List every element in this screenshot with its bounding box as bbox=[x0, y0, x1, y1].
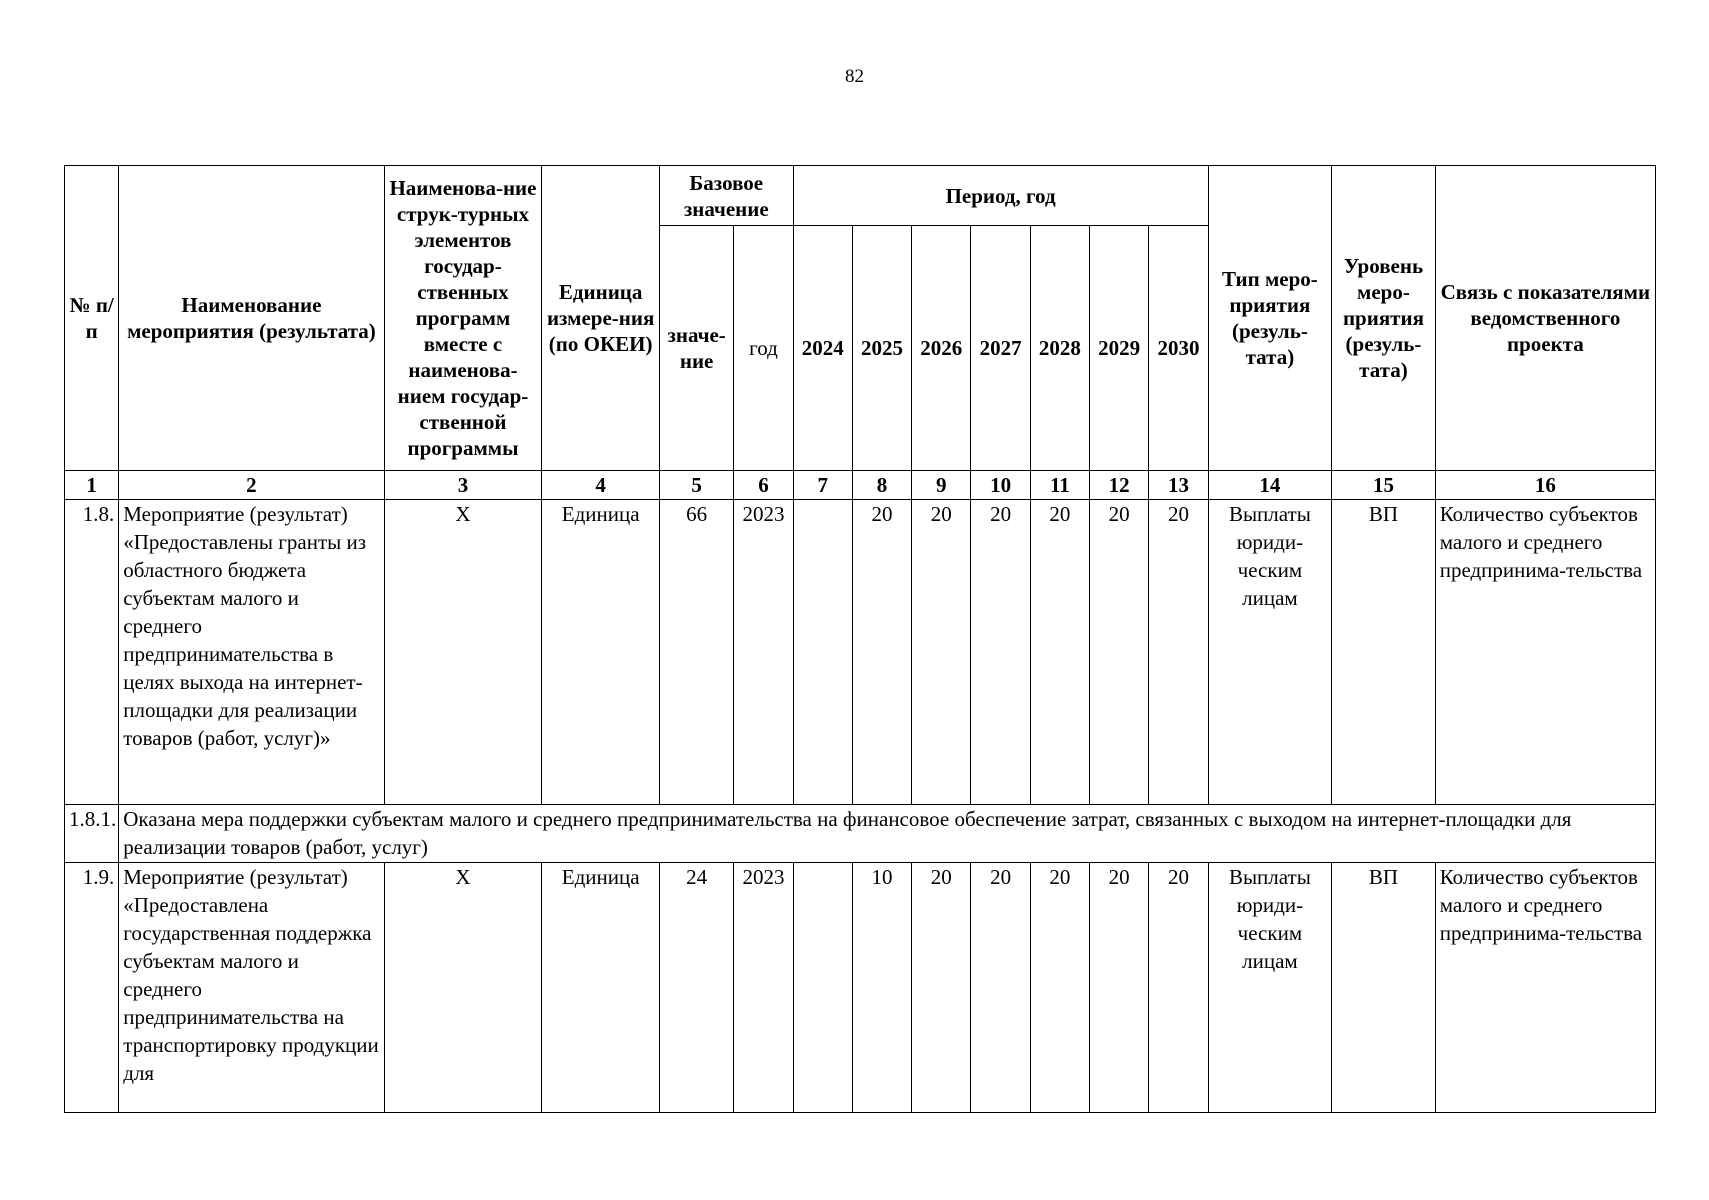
activity-name: Мероприятие (результат) «Предоставлены гранты из областного бюджета субъектам малого и среднего предпринимательства в целях выхода на интернет-площадки для реализации товаров (работ, услуг)» bbox=[119, 500, 384, 805]
header-year-2030: 2030 bbox=[1149, 226, 1208, 471]
table-row bbox=[65, 805, 1656, 863]
value-2030: 20 bbox=[1149, 500, 1208, 805]
header-structural-elements: Наименова-ние струк-турных элементов государ-ственных программ вместе с наименова-нием государ-ственной программы bbox=[384, 166, 542, 471]
value-2026: 20 bbox=[912, 863, 971, 1113]
project-link: Количество субъектов малого и среднего предпринима-тельства bbox=[1435, 863, 1655, 1113]
column-number: 9 bbox=[912, 471, 971, 500]
column-number: 4 bbox=[542, 471, 660, 500]
unit: Единица bbox=[542, 863, 660, 1113]
column-number: 11 bbox=[1030, 471, 1089, 500]
activity-level: ВП bbox=[1332, 500, 1436, 805]
project-link: Количество субъектов малого и среднего предпринима-тельства bbox=[1435, 500, 1655, 805]
page-number: 82 bbox=[845, 66, 864, 87]
structural-element: Х bbox=[384, 863, 542, 1113]
column-number: 5 bbox=[659, 471, 733, 500]
header-num: № п/п bbox=[65, 166, 119, 471]
table-row bbox=[65, 863, 1656, 1113]
base-value: 66 bbox=[659, 500, 733, 805]
value-2024 bbox=[793, 863, 852, 1113]
column-number: 15 bbox=[1332, 471, 1436, 500]
header-period: Период, год bbox=[793, 166, 1208, 226]
header-unit: Единица измере-ния (по ОКЕИ) bbox=[542, 166, 660, 471]
row-number: 1.8. bbox=[65, 500, 119, 805]
column-number: 1 bbox=[65, 471, 119, 500]
base-year: 2023 bbox=[734, 500, 793, 805]
value-2030: 20 bbox=[1149, 863, 1208, 1113]
column-number: 16 bbox=[1435, 471, 1655, 500]
column-number: 3 bbox=[384, 471, 542, 500]
column-number: 6 bbox=[734, 471, 793, 500]
structural-element: Х bbox=[384, 500, 542, 805]
value-2027: 20 bbox=[971, 863, 1030, 1113]
header-project-link: Связь с показателями ведомственного проекта bbox=[1435, 166, 1655, 471]
header-activity-level: Уровень меро-приятия (резуль-тата) bbox=[1332, 166, 1436, 471]
value-2029: 20 bbox=[1090, 863, 1149, 1113]
header-year-2026: 2026 bbox=[912, 226, 971, 471]
column-number: 10 bbox=[971, 471, 1030, 500]
header-activity-type: Тип меро-приятия (резуль-тата) bbox=[1208, 166, 1332, 471]
base-value: 24 bbox=[659, 863, 733, 1113]
header-base-value: Базовое значение bbox=[659, 166, 793, 226]
activity-name: Мероприятие (результат) «Предоставлена государственная поддержка субъектам малого и среднего предпринимательства на транспортировку продукции для bbox=[119, 863, 384, 1113]
value-2029: 20 bbox=[1090, 500, 1149, 805]
value-2025: 10 bbox=[852, 863, 911, 1113]
result-description: Оказана мера поддержки субъектам малого и среднего предпринимательства на финансовое обеспечение затрат, связанных с выходом на интернет-площадки для реализации товаров (работ, услуг) bbox=[119, 805, 1656, 863]
value-2028: 20 bbox=[1030, 500, 1089, 805]
table-row bbox=[65, 500, 1656, 805]
activity-type: Выплаты юриди-ческим лицам bbox=[1208, 863, 1332, 1113]
base-year: 2023 bbox=[734, 863, 793, 1113]
unit: Единица bbox=[542, 500, 660, 805]
activity-type: Выплаты юриди-ческим лицам bbox=[1208, 500, 1332, 805]
header-year-2028: 2028 bbox=[1030, 226, 1089, 471]
header-activity-name: Наименование мероприятия (результата) bbox=[119, 166, 384, 471]
activities-table bbox=[64, 165, 1656, 1113]
header-year-2029: 2029 bbox=[1090, 226, 1149, 471]
activity-level: ВП bbox=[1332, 863, 1436, 1113]
value-2026: 20 bbox=[912, 500, 971, 805]
column-number: 8 bbox=[852, 471, 911, 500]
column-number: 2 bbox=[119, 471, 384, 500]
header-year-2024: 2024 bbox=[793, 226, 852, 471]
column-number: 13 bbox=[1149, 471, 1208, 500]
column-number: 12 bbox=[1090, 471, 1149, 500]
column-numbers-row bbox=[65, 471, 1656, 500]
value-2025: 20 bbox=[852, 500, 911, 805]
value-2027: 20 bbox=[971, 500, 1030, 805]
value-2024 bbox=[793, 500, 852, 805]
header-base-value-amount: значе-ние bbox=[659, 226, 733, 471]
header-year-2025: 2025 bbox=[852, 226, 911, 471]
value-2028: 20 bbox=[1030, 863, 1089, 1113]
column-number: 7 bbox=[793, 471, 852, 500]
column-number: 14 bbox=[1208, 471, 1332, 500]
row-number: 1.9. bbox=[65, 863, 119, 1113]
header-year-2027: 2027 bbox=[971, 226, 1030, 471]
header-base-year: год bbox=[734, 226, 793, 471]
row-number: 1.8.1. bbox=[65, 805, 119, 863]
